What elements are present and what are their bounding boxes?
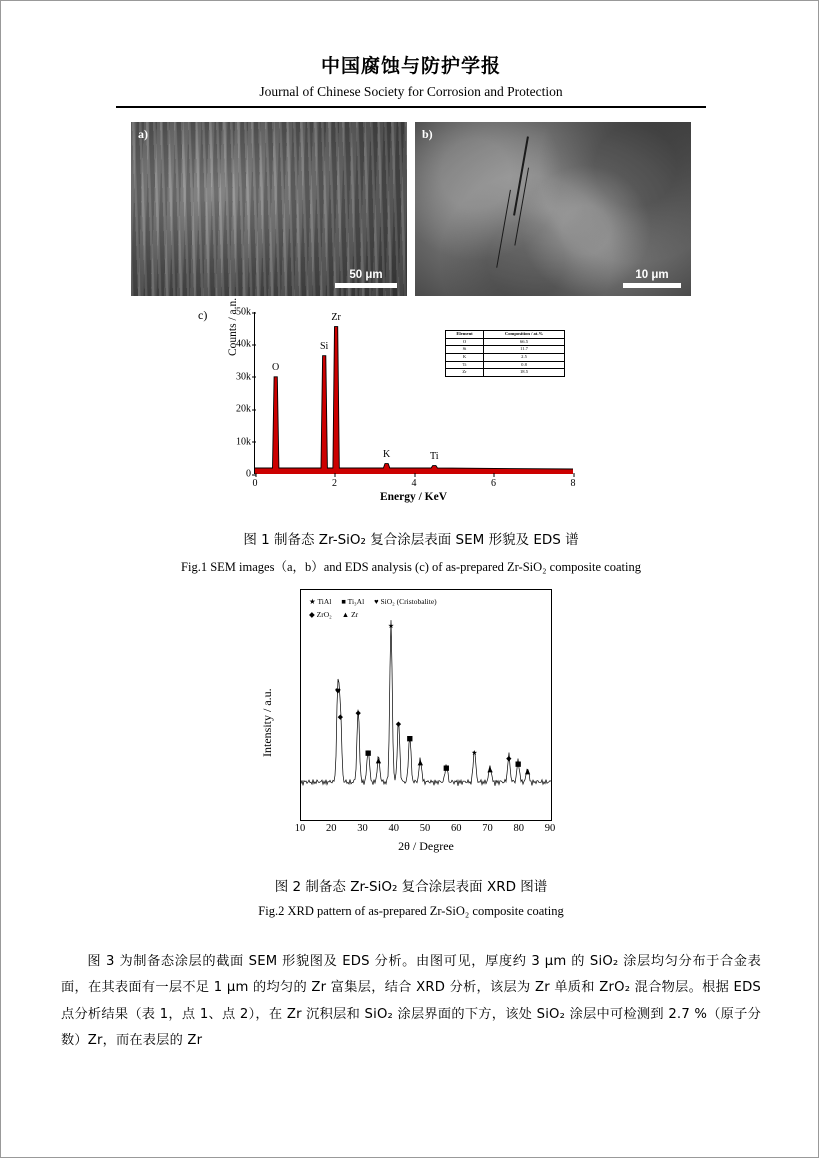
- legend-item-sio2: ♥ SiO₂ (Cristobalite): [374, 597, 437, 606]
- svg-text:■: ■: [406, 734, 414, 743]
- svg-text:■: ■: [364, 749, 372, 758]
- body-paragraph-block: [61, 949, 761, 1055]
- svg-text:■: ■: [443, 763, 450, 772]
- legend-item-ti3al: ■ Ti₃Al: [341, 597, 365, 606]
- table-cell: Zr: [446, 369, 484, 377]
- table-row: [446, 353, 565, 361]
- svg-text:★: ★: [387, 621, 395, 630]
- page-content: [61, 41, 761, 1055]
- journal-title-en: Journal of Chinese Society for Corrosion and Protection: [259, 84, 563, 99]
- eds-peak-label: Zr: [331, 311, 341, 323]
- panel-label-c: c): [198, 308, 208, 322]
- xrd-x-tick: 90: [544, 823, 556, 834]
- xrd-plot-area: [300, 589, 552, 821]
- journal-title-cn: 中国腐蚀与防护学报: [320, 55, 501, 77]
- xrd-curve: [301, 590, 551, 820]
- eds-plot-area: [227, 297, 576, 503]
- svg-text:◆: ◆: [395, 720, 402, 729]
- col-header-composition: Composition / at.%: [484, 331, 565, 339]
- svg-text:▲: ▲: [524, 767, 531, 776]
- eds-y-tick: 30k: [236, 371, 251, 383]
- svg-text:■: ■: [514, 760, 522, 769]
- svg-text:◆: ◆: [355, 709, 361, 718]
- eds-peak-label: K: [382, 448, 391, 460]
- eds-spectrum-chart: [196, 297, 616, 512]
- scale-bar-b-line: [623, 283, 681, 288]
- scale-bar-a-label: 50 μm: [349, 269, 383, 281]
- eds-x-tick: 4: [411, 478, 417, 489]
- svg-text:♥: ♥: [334, 687, 342, 696]
- eds-y-tick: 20k: [236, 403, 251, 415]
- xrd-pattern-chart: [256, 589, 566, 859]
- xrd-y-axis-label: Intensity / a.u.: [260, 688, 274, 757]
- xrd-x-tick: 10: [294, 823, 306, 834]
- scale-bar-b-label: 10 μm: [635, 269, 669, 281]
- legend-item-zro2: ◆ ZrO₂: [309, 609, 332, 619]
- xrd-x-tick: 80: [513, 823, 524, 834]
- table-row: [446, 369, 565, 377]
- xrd-x-axis-label: 2θ / Degree: [398, 839, 454, 853]
- table-cell: 0.8: [484, 361, 565, 369]
- scale-bar-b: [623, 269, 681, 288]
- figure1-sem-row: [131, 122, 691, 296]
- sem-image-a: [131, 122, 407, 296]
- scale-bar-a-line: [335, 283, 397, 288]
- figure1-caption-cn: 图 1 制备态 Zr-SiO₂ 复合涂层表面 SEM 形貌及 EDS 谱: [243, 532, 579, 548]
- eds-x-axis-label: Energy / KeV: [379, 491, 448, 503]
- svg-text:▲: ▲: [375, 756, 382, 765]
- panel-label-b: b): [422, 127, 433, 141]
- svg-text:◆: ◆: [337, 712, 344, 721]
- table-cell: 11.7: [484, 346, 565, 354]
- table-cell: K: [446, 353, 484, 361]
- header-divider: [116, 106, 706, 108]
- eds-y-tick: 50k: [236, 306, 251, 318]
- scale-bar-a: [335, 269, 397, 288]
- table-row: [446, 338, 565, 346]
- xrd-x-tick: 60: [451, 823, 462, 834]
- xrd-x-tick: 30: [357, 823, 368, 834]
- eds-x-tick: 8: [570, 478, 576, 489]
- table-cell: O: [446, 338, 484, 346]
- eds-composition-table: [445, 330, 565, 377]
- eds-peak-label: O: [272, 361, 280, 373]
- figure2-caption-en: Fig.2 XRD pattern of as-prepared Zr-SiO₂ composite coating: [258, 904, 564, 918]
- table-row: [446, 361, 565, 369]
- table-cell: 66.5: [484, 338, 565, 346]
- col-header-element: Element: [446, 331, 484, 339]
- figure1-caption-en: Fig.1 SEM images（a，b）and EDS analysis (c) of as-prepared Zr-SiO₂ composite coating: [181, 560, 641, 574]
- eds-x-tick: 6: [491, 478, 496, 489]
- svg-text:▲: ▲: [487, 765, 493, 774]
- eds-peak-label: Si: [319, 340, 329, 352]
- table-cell: Si: [446, 346, 484, 354]
- table-cell: 2.5: [484, 353, 565, 361]
- svg-text:◆: ◆: [506, 754, 512, 763]
- svg-text:▲: ▲: [417, 758, 424, 767]
- table-cell: Ti: [446, 361, 484, 369]
- eds-y-axis-label: Counts / a.n.: [227, 297, 239, 356]
- xrd-x-tick: 70: [482, 823, 493, 834]
- eds-y-tick: 0: [246, 468, 251, 480]
- xrd-x-tick: 50: [419, 823, 431, 834]
- eds-peak-label: Ti: [429, 450, 439, 462]
- eds-x-tick: 2: [332, 478, 337, 489]
- figure2-caption-cn: 图 2 制备态 Zr-SiO₂ 复合涂层表面 XRD 图谱: [274, 879, 548, 895]
- svg-text:★: ★: [471, 749, 478, 758]
- panel-label-a: a): [138, 127, 148, 141]
- legend-item-tial: ★ TiAl: [309, 597, 332, 606]
- legend-item-zr: ▲ Zr: [341, 609, 359, 619]
- sem-image-b: [415, 122, 691, 296]
- table-cell: 18.5: [484, 369, 565, 377]
- xrd-x-tick: 40: [388, 823, 399, 834]
- eds-x-tick: 0: [252, 478, 258, 489]
- body-paragraph: 图 3 为制备态涂层的截面 SEM 形貌图及 EDS 分析。由图可见，厚度约 3 μm 的 SiO₂ 涂层均匀分布于合金表面，在其表面有一层不足 1 μm 的均匀的 Zr 富集层，结合 XRD 分析，该层为 Zr 单质和 ZrO₂ 混合物层。根据 EDS 点分析结果（表 1，点 1、点 2），在 Zr 沉积层和 SiO₂ 涂层界面的下方，该处 SiO₂ 涂层中可检测到 2.7 %（原子分数）Zr，而在表层的 Zr: [61, 954, 761, 1049]
- table-row: [446, 346, 565, 354]
- eds-y-tick: 10k: [236, 436, 251, 448]
- table-header-row: [446, 331, 565, 339]
- xrd-x-tick: 20: [326, 823, 337, 834]
- eds-y-tick: 40k: [236, 338, 251, 350]
